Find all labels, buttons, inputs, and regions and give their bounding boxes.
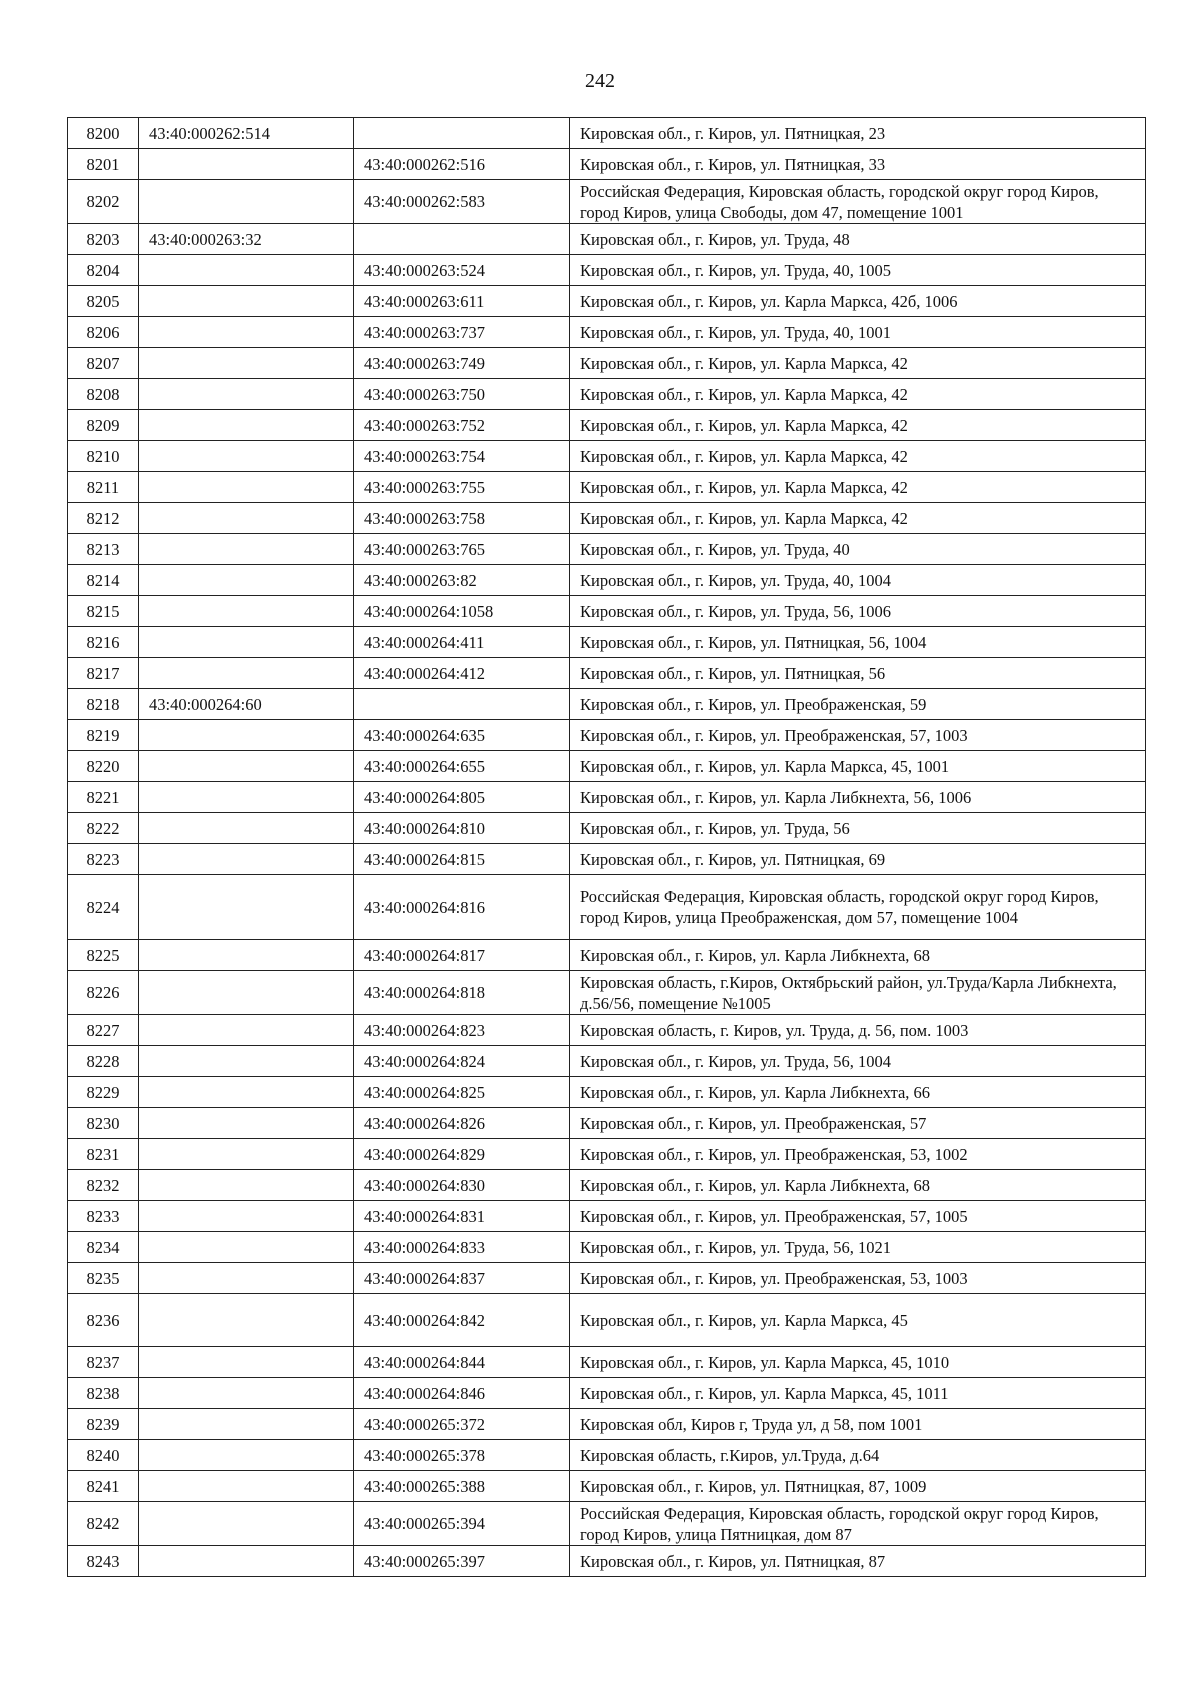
address-cell: Кировская обл., г. Киров, ул. Пятницкая, 56 [570,658,1146,689]
address-cell: Российская Федерация, Кировская область, городской округ город Киров, город Киров, улица Пятницкая, дом 87 [570,1502,1146,1546]
row-number-cell: 8237 [68,1347,139,1378]
table-row [68,441,1146,472]
parcel-cadastral-number-cell [139,1201,354,1232]
parcel-cadastral-number-cell [139,1232,354,1263]
row-number-cell: 8203 [68,224,139,255]
table-row [68,149,1146,180]
object-cadastral-number-cell: 43:40:000264:830 [354,1170,570,1201]
table-row [68,844,1146,875]
row-number-cell: 8240 [68,1440,139,1471]
row-number-cell: 8220 [68,751,139,782]
table-row [68,1502,1146,1546]
table-row [68,658,1146,689]
parcel-cadastral-number-cell [139,1347,354,1378]
table-row [68,180,1146,224]
address-cell: Кировская обл., г. Киров, ул. Преображенская, 57, 1003 [570,720,1146,751]
object-cadastral-number-cell: 43:40:000263:755 [354,472,570,503]
address-cell: Российская Федерация, Кировская область, городской округ город Киров, город Киров, улица Свободы, дом 47, помещение 1001 [570,180,1146,224]
table-row [68,1108,1146,1139]
parcel-cadastral-number-cell [139,844,354,875]
address-cell: Кировская обл., г. Киров, ул. Пятницкая, 33 [570,149,1146,180]
table-row [68,627,1146,658]
object-cadastral-number-cell: 43:40:000262:516 [354,149,570,180]
object-cadastral-number-cell: 43:40:000265:394 [354,1502,570,1546]
row-number-cell: 8235 [68,1263,139,1294]
address-cell: Кировская обл., г. Киров, ул. Труда, 56, 1004 [570,1046,1146,1077]
object-cadastral-number-cell: 43:40:000264:817 [354,940,570,971]
object-cadastral-number-cell: 43:40:000263:82 [354,565,570,596]
row-number-cell: 8221 [68,782,139,813]
parcel-cadastral-number-cell [139,149,354,180]
address-cell: Кировская обл., г. Киров, ул. Пятницкая, 23 [570,118,1146,149]
object-cadastral-number-cell: 43:40:000264:837 [354,1263,570,1294]
table-row [68,1378,1146,1409]
table-row [68,379,1146,410]
parcel-cadastral-number-cell [139,1440,354,1471]
address-cell: Кировская обл., г. Киров, ул. Карла Маркса, 45 [570,1294,1146,1347]
object-cadastral-number-cell: 43:40:000264:816 [354,875,570,940]
row-number-cell: 8200 [68,118,139,149]
table-row [68,1201,1146,1232]
object-cadastral-number-cell: 43:40:000262:583 [354,180,570,224]
row-number-cell: 8228 [68,1046,139,1077]
table-row [68,875,1146,940]
object-cadastral-number-cell: 43:40:000263:765 [354,534,570,565]
object-cadastral-number-cell: 43:40:000264:831 [354,1201,570,1232]
table-row [68,118,1146,149]
address-cell: Кировская обл., г. Киров, ул. Преображенская, 59 [570,689,1146,720]
address-cell: Кировская область, г. Киров, ул. Труда, д. 56, пом. 1003 [570,1015,1146,1046]
table-row [68,1440,1146,1471]
parcel-cadastral-number-cell [139,1263,354,1294]
address-cell: Кировская обл., г. Киров, ул. Пятницкая, 69 [570,844,1146,875]
row-number-cell: 8226 [68,971,139,1015]
parcel-cadastral-number-cell: 43:40:000264:60 [139,689,354,720]
row-number-cell: 8236 [68,1294,139,1347]
row-number-cell: 8239 [68,1409,139,1440]
table-row [68,503,1146,534]
address-cell: Кировская обл., г. Киров, ул. Карла Маркса, 42 [570,348,1146,379]
row-number-cell: 8211 [68,472,139,503]
object-cadastral-number-cell [354,224,570,255]
parcel-cadastral-number-cell [139,1471,354,1502]
parcel-cadastral-number-cell [139,180,354,224]
parcel-cadastral-number-cell [139,751,354,782]
row-number-cell: 8202 [68,180,139,224]
object-cadastral-number-cell: 43:40:000263:750 [354,379,570,410]
row-number-cell: 8215 [68,596,139,627]
parcel-cadastral-number-cell [139,379,354,410]
parcel-cadastral-number-cell [139,441,354,472]
row-number-cell: 8234 [68,1232,139,1263]
row-number-cell: 8208 [68,379,139,410]
address-cell: Кировская обл., г. Киров, ул. Карла Маркса, 42 [570,472,1146,503]
address-cell: Кировская область, г.Киров, Октябрьский район, ул.Труда/Карла Либкнехта, д.56/56, помещение №1005 [570,971,1146,1015]
address-cell: Кировская обл., г. Киров, ул. Преображенская, 57 [570,1108,1146,1139]
object-cadastral-number-cell: 43:40:000264:635 [354,720,570,751]
table-row [68,255,1146,286]
table-row [68,1546,1146,1577]
address-cell: Кировская обл., г. Киров, ул. Труда, 40, 1001 [570,317,1146,348]
object-cadastral-number-cell: 43:40:000263:758 [354,503,570,534]
page-number: 242 [585,70,615,92]
table-row [68,1263,1146,1294]
object-cadastral-number-cell: 43:40:000263:754 [354,441,570,472]
address-cell: Кировская обл., г. Киров, ул. Труда, 48 [570,224,1146,255]
object-cadastral-number-cell: 43:40:000264:810 [354,813,570,844]
parcel-cadastral-number-cell [139,782,354,813]
address-cell: Кировская обл., г. Киров, ул. Труда, 56, 1021 [570,1232,1146,1263]
parcel-cadastral-number-cell [139,472,354,503]
table-row [68,565,1146,596]
address-cell: Кировская обл., г. Киров, ул. Карла Маркса, 42 [570,410,1146,441]
address-cell: Кировская обл., г. Киров, ул. Труда, 40, 1004 [570,565,1146,596]
row-number-cell: 8242 [68,1502,139,1546]
object-cadastral-number-cell: 43:40:000265:397 [354,1546,570,1577]
object-cadastral-number-cell: 43:40:000264:825 [354,1077,570,1108]
address-cell: Кировская обл., г. Киров, ул. Карла Либкнехта, 68 [570,940,1146,971]
table-row [68,1170,1146,1201]
row-number-cell: 8210 [68,441,139,472]
row-number-cell: 8230 [68,1108,139,1139]
parcel-cadastral-number-cell [139,1046,354,1077]
parcel-cadastral-number-cell [139,813,354,844]
object-cadastral-number-cell: 43:40:000265:388 [354,1471,570,1502]
row-number-cell: 8204 [68,255,139,286]
object-cadastral-number-cell: 43:40:000264:412 [354,658,570,689]
table-row [68,1015,1146,1046]
object-cadastral-number-cell: 43:40:000263:749 [354,348,570,379]
address-cell: Кировская обл., г. Киров, ул. Карла Маркса, 45, 1010 [570,1347,1146,1378]
parcel-cadastral-number-cell [139,658,354,689]
object-cadastral-number-cell: 43:40:000263:524 [354,255,570,286]
table-row [68,1077,1146,1108]
object-cadastral-number-cell: 43:40:000264:824 [354,1046,570,1077]
row-number-cell: 8218 [68,689,139,720]
address-cell: Кировская обл., г. Киров, ул. Пятницкая, 56, 1004 [570,627,1146,658]
registry-table [67,117,1146,1577]
row-number-cell: 8241 [68,1471,139,1502]
table-row [68,410,1146,441]
object-cadastral-number-cell: 43:40:000264:815 [354,844,570,875]
row-number-cell: 8201 [68,149,139,180]
table-row [68,1347,1146,1378]
address-cell: Кировская обл., г. Киров, ул. Карла Маркса, 42 [570,503,1146,534]
address-cell: Кировская обл., г. Киров, ул. Преображенская, 53, 1002 [570,1139,1146,1170]
parcel-cadastral-number-cell [139,410,354,441]
row-number-cell: 8213 [68,534,139,565]
object-cadastral-number-cell: 43:40:000264:844 [354,1347,570,1378]
row-number-cell: 8224 [68,875,139,940]
parcel-cadastral-number-cell [139,255,354,286]
row-number-cell: 8233 [68,1201,139,1232]
address-cell: Кировская обл., г. Киров, ул. Труда, 40, 1005 [570,255,1146,286]
address-cell: Кировская обл., г. Киров, ул. Карла Либкнехта, 66 [570,1077,1146,1108]
parcel-cadastral-number-cell [139,1015,354,1046]
parcel-cadastral-number-cell [139,1546,354,1577]
object-cadastral-number-cell: 43:40:000264:823 [354,1015,570,1046]
parcel-cadastral-number-cell [139,1108,354,1139]
address-cell: Кировская обл., г. Киров, ул. Пятницкая, 87, 1009 [570,1471,1146,1502]
table-row [68,1046,1146,1077]
address-cell: Кировская обл., г. Киров, ул. Пятницкая, 87 [570,1546,1146,1577]
object-cadastral-number-cell: 43:40:000264:833 [354,1232,570,1263]
object-cadastral-number-cell: 43:40:000265:372 [354,1409,570,1440]
object-cadastral-number-cell: 43:40:000264:842 [354,1294,570,1347]
row-number-cell: 8212 [68,503,139,534]
table-row [68,782,1146,813]
parcel-cadastral-number-cell [139,1077,354,1108]
row-number-cell: 8243 [68,1546,139,1577]
address-cell: Кировская обл., г. Киров, ул. Труда, 40 [570,534,1146,565]
address-cell: Кировская обл, Киров г, Труда ул, д 58, пом 1001 [570,1409,1146,1440]
table-row [68,720,1146,751]
row-number-cell: 8209 [68,410,139,441]
row-number-cell: 8229 [68,1077,139,1108]
address-cell: Кировская обл., г. Киров, ул. Карла Маркса, 45, 1001 [570,751,1146,782]
object-cadastral-number-cell: 43:40:000264:829 [354,1139,570,1170]
object-cadastral-number-cell: 43:40:000264:826 [354,1108,570,1139]
table-row [68,751,1146,782]
object-cadastral-number-cell: 43:40:000264:1058 [354,596,570,627]
object-cadastral-number-cell: 43:40:000263:737 [354,317,570,348]
parcel-cadastral-number-cell [139,534,354,565]
table-row [68,1471,1146,1502]
table-row [68,596,1146,627]
parcel-cadastral-number-cell: 43:40:000263:32 [139,224,354,255]
row-number-cell: 8207 [68,348,139,379]
table-row [68,286,1146,317]
row-number-cell: 8225 [68,940,139,971]
table-row [68,224,1146,255]
object-cadastral-number-cell: 43:40:000263:752 [354,410,570,441]
row-number-cell: 8238 [68,1378,139,1409]
parcel-cadastral-number-cell [139,1170,354,1201]
row-number-cell: 8232 [68,1170,139,1201]
row-number-cell: 8231 [68,1139,139,1170]
registry-table-body [68,118,1146,1577]
parcel-cadastral-number-cell [139,317,354,348]
address-cell: Кировская обл., г. Киров, ул. Преображенская, 57, 1005 [570,1201,1146,1232]
address-cell: Кировская обл., г. Киров, ул. Карла Маркса, 42 [570,379,1146,410]
address-cell: Кировская обл., г. Киров, ул. Труда, 56, 1006 [570,596,1146,627]
row-number-cell: 8214 [68,565,139,596]
table-row [68,1294,1146,1347]
row-number-cell: 8227 [68,1015,139,1046]
parcel-cadastral-number-cell [139,1502,354,1546]
table-row [68,317,1146,348]
address-cell: Кировская обл., г. Киров, ул. Карла Маркса, 42б, 1006 [570,286,1146,317]
row-number-cell: 8206 [68,317,139,348]
object-cadastral-number-cell: 43:40:000264:655 [354,751,570,782]
table-row [68,1232,1146,1263]
parcel-cadastral-number-cell [139,1409,354,1440]
object-cadastral-number-cell: 43:40:000265:378 [354,1440,570,1471]
row-number-cell: 8223 [68,844,139,875]
object-cadastral-number-cell: 43:40:000264:411 [354,627,570,658]
table-row [68,689,1146,720]
parcel-cadastral-number-cell [139,1378,354,1409]
table-row [68,348,1146,379]
object-cadastral-number-cell: 43:40:000264:846 [354,1378,570,1409]
object-cadastral-number-cell: 43:40:000264:818 [354,971,570,1015]
address-cell: Кировская область, г.Киров, ул.Труда, д.64 [570,1440,1146,1471]
table-row [68,472,1146,503]
table-row [68,813,1146,844]
parcel-cadastral-number-cell [139,720,354,751]
object-cadastral-number-cell: 43:40:000263:611 [354,286,570,317]
row-number-cell: 8216 [68,627,139,658]
row-number-cell: 8219 [68,720,139,751]
table-row [68,1139,1146,1170]
parcel-cadastral-number-cell [139,940,354,971]
parcel-cadastral-number-cell: 43:40:000262:514 [139,118,354,149]
table-row [68,971,1146,1015]
parcel-cadastral-number-cell [139,1139,354,1170]
table-row [68,940,1146,971]
address-cell: Кировская обл., г. Киров, ул. Карла Либкнехта, 68 [570,1170,1146,1201]
parcel-cadastral-number-cell [139,875,354,940]
address-cell: Кировская обл., г. Киров, ул. Преображенская, 53, 1003 [570,1263,1146,1294]
row-number-cell: 8205 [68,286,139,317]
object-cadastral-number-cell [354,689,570,720]
object-cadastral-number-cell [354,118,570,149]
parcel-cadastral-number-cell [139,286,354,317]
parcel-cadastral-number-cell [139,1294,354,1347]
address-cell: Кировская обл., г. Киров, ул. Труда, 56 [570,813,1146,844]
parcel-cadastral-number-cell [139,627,354,658]
parcel-cadastral-number-cell [139,596,354,627]
address-cell: Кировская обл., г. Киров, ул. Карла Либкнехта, 56, 1006 [570,782,1146,813]
parcel-cadastral-number-cell [139,971,354,1015]
table-row [68,534,1146,565]
parcel-cadastral-number-cell [139,503,354,534]
address-cell: Кировская обл., г. Киров, ул. Карла Маркса, 42 [570,441,1146,472]
row-number-cell: 8222 [68,813,139,844]
table-row [68,1409,1146,1440]
parcel-cadastral-number-cell [139,348,354,379]
address-cell: Кировская обл., г. Киров, ул. Карла Маркса, 45, 1011 [570,1378,1146,1409]
object-cadastral-number-cell: 43:40:000264:805 [354,782,570,813]
parcel-cadastral-number-cell [139,565,354,596]
row-number-cell: 8217 [68,658,139,689]
address-cell: Российская Федерация, Кировская область, городской округ город Киров, город Киров, улица Преображенская, дом 57, помещение 1004 [570,875,1146,940]
